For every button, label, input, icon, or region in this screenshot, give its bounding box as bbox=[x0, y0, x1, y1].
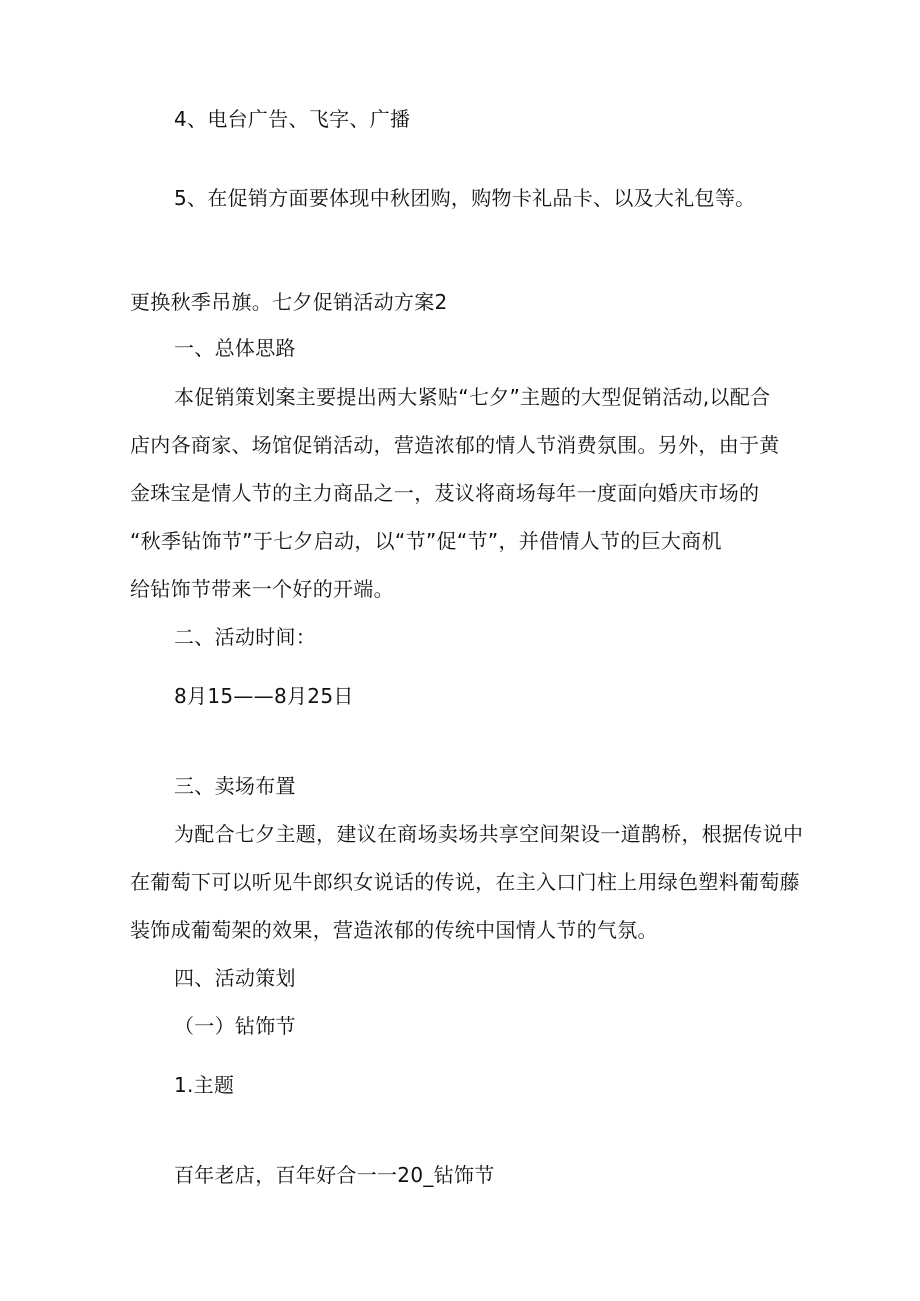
paragraph-line: 本促销策划案主要提出两大紧贴“七夕”主题的大型促销活动,以配合 bbox=[174, 385, 771, 409]
list-item-5: 5、在促销方面要体现中秋团购，购物卡礼品卡、以及大礼包等。 bbox=[174, 186, 756, 210]
section-title-time: 二、活动时间： bbox=[174, 625, 317, 649]
paragraph-line: 给钻饰节带来一个好的开端。 bbox=[130, 577, 394, 601]
paragraph-line: 在葡萄下可以听见牛郎织女说话的传说，在主入口门柱上用绿色塑料葡萄藤 bbox=[130, 870, 800, 894]
subsection-title: （一）钻饰节 bbox=[174, 1014, 296, 1038]
theme-text: 百年老店，百年好合一一20_钻饰节 bbox=[174, 1163, 495, 1187]
section-title-overall: 一、总体思路 bbox=[174, 336, 296, 360]
list-item-4: 4、电台广告、飞字、广播 bbox=[174, 107, 411, 131]
item-title: 1.主题 bbox=[174, 1073, 235, 1097]
heading-line: 更换秋季吊旗。七夕促销活动方案2 bbox=[130, 290, 448, 314]
paragraph-line: 店内各商家、场馆促销活动，营造浓郁的情人节消费氛围。另外，由于黄 bbox=[130, 433, 780, 457]
section-title-planning: 四、活动策划 bbox=[174, 966, 296, 990]
section-title-layout: 三、卖场布置 bbox=[174, 774, 296, 798]
paragraph-line: “秋季钻饰节”于七夕启动，以“节”促“节”，并借情人节的巨大商机 bbox=[130, 529, 722, 553]
paragraph-line: 装饰成葡萄架的效果，营造浓郁的传统中国情人节的气氛。 bbox=[130, 918, 658, 942]
paragraph-line: 金珠宝是情人节的主力商品之一，芨议将商场每年一度面向婚庆市场的 bbox=[130, 481, 760, 505]
paragraph-line: 为配合七夕主题，建议在商场卖场共享空间架设一道鹊桥，根据传说中 bbox=[174, 822, 804, 846]
activity-dates: 8月15——8月25日 bbox=[174, 684, 354, 708]
